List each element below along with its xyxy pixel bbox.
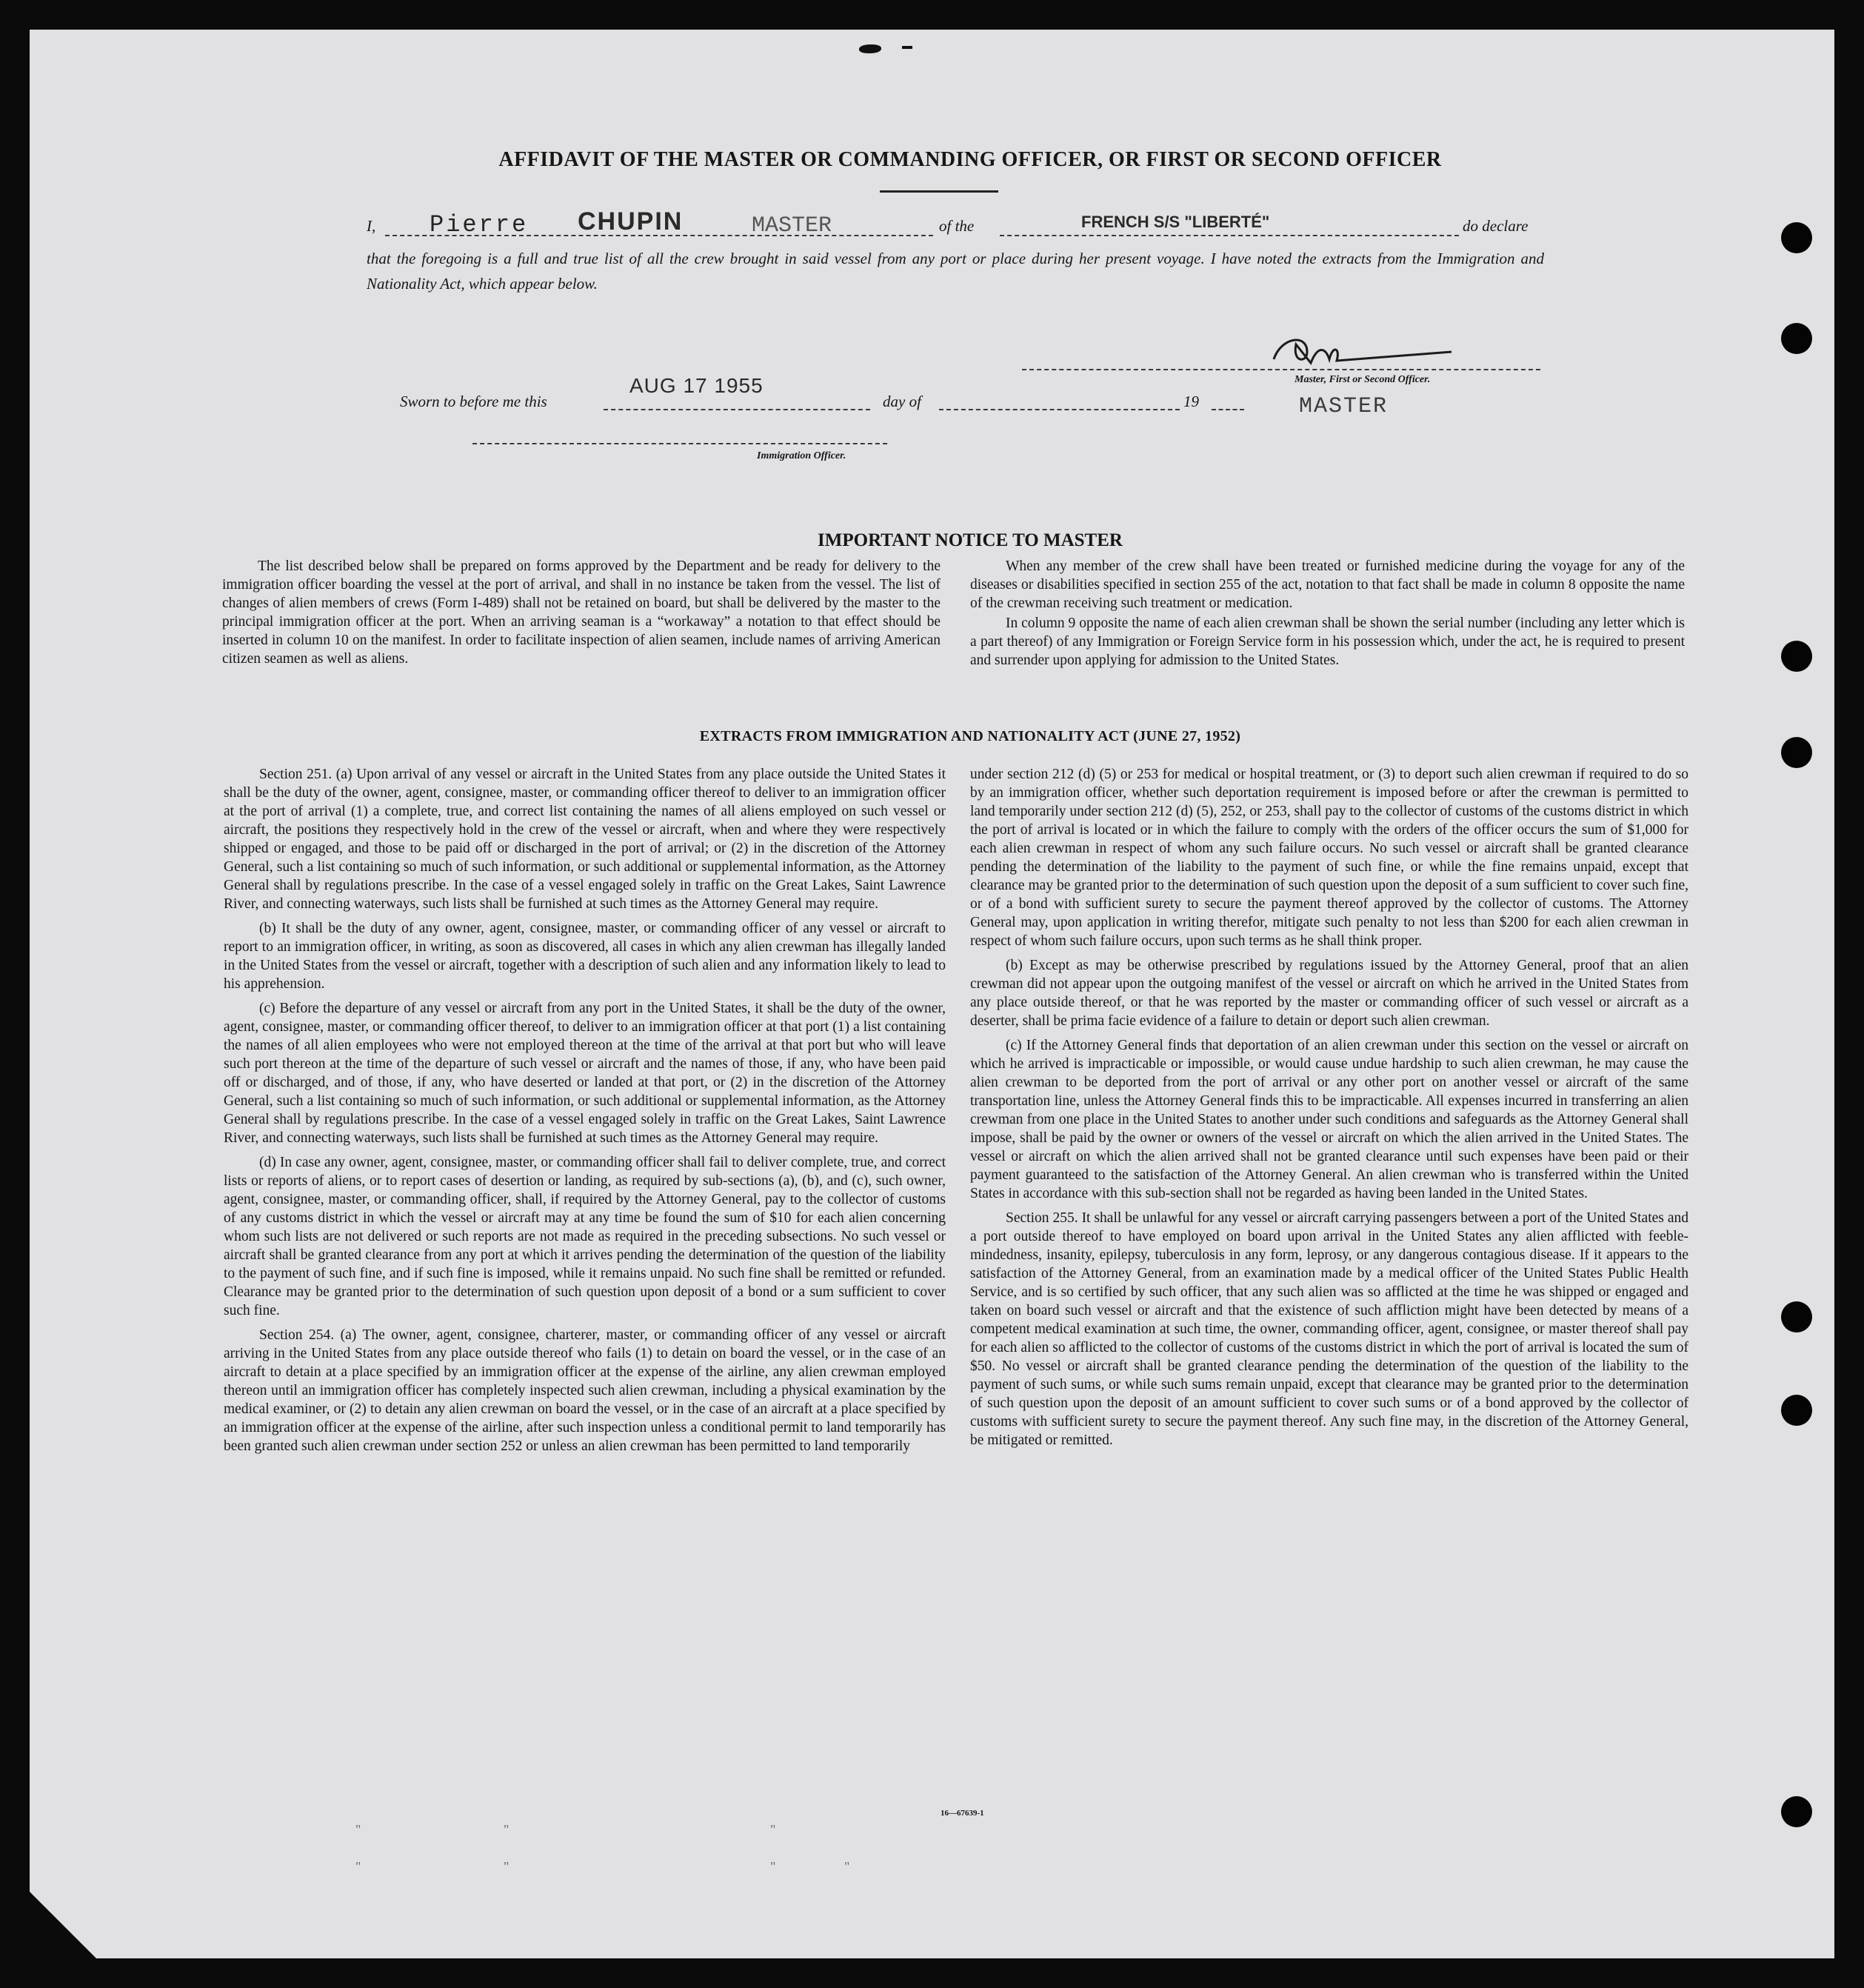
notice-left-column — [222, 557, 941, 674]
extract-paragraph: Section 255. It shall be unlawful for any vessel or aircraft carrying passengers between a port of the United States and a port outside thereof to have employed on board upon arrival in the United States any alien afflicted with feeble-mindedness, insanity, epilepsy, tuberculosis in any form, leprosy, or any dangerous contagious disease. If it appears to the satisfaction of the Attorney General, from an examination made by a medical officer of the United States Public Health Service, and is so certified by such officer, that any such alien was so afflicted at the time he was shipped or engaged and taken on board such vessel or aircraft and that the existence of such affliction might have been detected by means of a competent medical examination at such time, the owner, commanding officer, agent, consignee, or master thereof shall pay for each alien so afflicted to the collector of customs of the customs district in which the port of arrival is located the sum of $50. No vessel or aircraft shall be granted clearance pending the determination of the question of the liability to the payment of such sums, or while such sums remain unpaid, except that clearance may be granted prior to the determination of such question upon the deposit of an amount sufficient to cover such sums or of a bond approved by the collector of customs with sufficient surety to secure the payment thereof. Any such fine may, in the discretion of the Attorney General, be mitigated or remitted. — [970, 1210, 1688, 1448]
bleed-through-mark: " — [355, 1822, 361, 1837]
signature-mark — [1266, 330, 1459, 374]
punch-hole — [1781, 1301, 1812, 1332]
notice-left-paragraph: The list described below shall be prepared on forms approved by the Department and be ready for delivery to the immigration officer boarding the vessel at the port of arrival, and shall in no instance be taken from the vessel. The list of changes of alien members of crews (Form I-489) shall not be retained on board, but shall be delivered by the master to the principal immigration officer at the port. When an arriving seaman is a “workaway” a notation to that effect should be inserted in column 10 on the manifest. In order to facilitate inspection of alien seamen, include names of arriving American citizen seamen as well as aliens. — [222, 558, 941, 667]
month-line — [939, 409, 1180, 410]
punch-hole — [1781, 222, 1812, 253]
notice-right-paragraph-2: In column 9 opposite the name of each alien crewman shall be shown the serial number (including any letter which is a part thereof) of any Immigration or Foreign Service form in his possession which, under the act, he is required to present and surrender upon applying for admission to the United States. — [970, 616, 1685, 668]
officer-signature-line — [472, 443, 887, 444]
extract-paragraph: (d) In case any owner, agent, consignee, master, or commanding officer shall fail to deliver complete, true, and correct lists or reports of aliens, or to report cases of desertion or landing, as required by sub-sections (a), (b), and (c), such owner, agent, consignee, master, or commanding officer, shall, if required by the Attorney General, pay to the collector of customs of any customs district in which the vessel or aircraft may at any time be found the sum of $10 for each alien concerning whom such lists are not delivered or such reports are not made as required in the preceding subsections. No such vessel or aircraft shall be granted clearance from any port at which it arrives pending the determination of the question of the liability to the payment of such fine, and if such fine is imposed, while it remains unpaid. No such fine shall be remitted or refunded. Clearance may be granted prior to the determination of such question upon deposit of a bond or a sum sufficient to cover such fine. — [224, 1155, 946, 1318]
extract-paragraph: (b) It shall be the duty of any owner, agent, consignee, master, or commanding officer of any vessel or aircraft to report to an immigration officer, in writing, as soon as discovered, all cases in which any alien crewman has illegally landed in the United States from the vessel or aircraft, together with a description of such alien and any information likely to lead to his apprehension. — [224, 921, 946, 992]
surname-stamp: CHUPIN — [578, 207, 684, 236]
document-page — [30, 30, 1834, 1958]
signature-line — [1022, 369, 1540, 370]
punch-hole — [1781, 641, 1812, 672]
ink-mark — [902, 46, 912, 49]
punch-hole — [1781, 1395, 1812, 1426]
notice-right-paragraph-1: When any member of the crew shall have been treated or furnished medicine during the voyage for any of the diseases or disabilities specified in section 255 of the act, notation to that fact shall be made in column 8 opposite the name of the crewman receiving such treatment or medication. — [970, 558, 1685, 611]
of-the-label: of the — [939, 217, 975, 235]
do-declare-label: do declare — [1463, 217, 1529, 235]
notice-right-column — [970, 557, 1685, 676]
declaration-text: that the foregoing is a full and true list of all the crew brought in said vessel from any port or place during her present voyage. I have noted the extracts from the Immigration and Nationality Act, which appear below. — [367, 250, 1544, 293]
extracts-right-column — [970, 765, 1688, 1455]
extracts-title: EXTRACTS FROM IMMIGRATION AND NATIONALITY ACT (JUNE 27, 1952) — [699, 728, 1241, 744]
year-prefix: 19 — [1183, 393, 1199, 410]
notice-title: IMPORTANT NOTICE TO MASTER — [818, 530, 1123, 550]
i-label: I, — [367, 217, 376, 235]
bleed-through-mark: " — [770, 1822, 776, 1837]
bleed-through-mark: " — [844, 1859, 850, 1874]
extract-paragraph: (c) If the Attorney General finds that deportation of an alien crewman under this section on the vessel or aircraft on which he arrived is impracticable or impossible, or would cause undue hardship to such alien crewman, he may cause the alien crewman to be deported from the port of arrival or any other port on another vessel or aircraft of the same transportation line, unless the Attorney General finds this to be impracticable. All expenses incurred in transferring an alien crewman from one place in the United States to another under such conditions and safeguards as the Attorney General shall impose, shall be paid by the owner or owners of the vessel or aircraft on which the alien arrived in the United States. The vessel or aircraft on which the alien arrived shall not be granted clearance until such expenses have been paid or their payment guaranteed to the satisfaction of the Attorney General. An alien crewman who is transferred within the United States in accordance with this sub-section shall not be regarded as having been landed in the United States. — [970, 1038, 1688, 1201]
bleed-through-mark: " — [770, 1859, 776, 1874]
ink-smudge — [859, 44, 881, 53]
sworn-date-stamp: AUG 17 1955 — [629, 374, 764, 397]
extract-paragraph: (c) Before the departure of any vessel or aircraft from any port in the United States, it shall be the duty of the owner, agent, consignee, master, or commanding officer thereof, to deliver to an immigration officer at that port (1) a list containing the names of all alien employees who were not employed thereon at the time of the arrival at that port but who will leave such port thereon at the time of the departure of such vessel or aircraft and the names of those, if any, who have been paid off or discharged, and of those, if any, who have deserted or landed at that port, or (2) in the discretion of the Attorney General, such a list containing so much of such information, or such additional or supplemental information, as the Attorney General shall by regulations prescribe. In the case of a vessel engaged solely in traffic on the Great Lakes, Saint Lawrence River, and connecting waterways, such lists shall be furnished at such times as the Attorney General may require. — [224, 1001, 946, 1146]
rank-typed: MASTER — [752, 213, 832, 239]
bleed-through-mark: " — [504, 1859, 510, 1874]
year-line — [1212, 409, 1244, 410]
extract-paragraph: Section 251. (a) Upon arrival of any vessel or aircraft in the United States from any place outside the United States it shall be the duty of the owner, agent, consignee, master, or commanding officer thereof to deliver to an immigration officer at the port of arrival (1) a complete, true, and correct list containing the names of all aliens employed on such vessel or aircraft, the positions they respectively hold in the crew of the vessel or aircraft, when and where they were respectively shipped or engaged, and those to be paid off or discharged in the port of arrival; or (2) in the discretion of the Attorney General, such a list containing so much of such information, or such additional or supplemental information, as the Attorney General shall by regulations prescribe. In the case of a vessel engaged solely in traffic on the Great Lakes, Saint Lawrence River, and connecting waterways, such lists shall be furnished at such times as the Attorney General may require. — [224, 767, 946, 912]
extract-paragraph: under section 212 (d) (5) or 253 for medical or hospital treatment, or (3) to deport such alien crewman if required to do so by an immigration officer, whether such deportation requirement is imposed before or after the crewman is permitted to land temporarily under section 212 (d) (5), 252, or 253, shall pay to the collector of customs of the customs district in which the port of arrival is located or in which the failure to comply with the orders of the officer occurs the sum of $1,000 for each alien crewman in respect of whom any such failure occurs. No such vessel or aircraft shall be granted clearance pending the determination of the liability to the payment of such fine, or while the fine remains unpaid, except that clearance may be granted prior to the determination of such question upon the deposit of a sum sufficient to cover such fine, or of a bond with sufficient surety to secure the payment thereof approved by the collector of customs. The Attorney General may, upon application in writing therefor, mitigate such penalty to not less than $200 for each alien crewman in respect of whom such failure occurs, upon such terms as he shall think proper. — [970, 767, 1688, 949]
affidavit-title: AFFIDAVIT OF THE MASTER OR COMMANDING OFFICER, OR FIRST OR SECOND OFFICER — [498, 148, 1442, 171]
vessel-field-line — [1000, 235, 1459, 236]
name-typed: Pierre — [430, 211, 529, 239]
folded-corner — [30, 1892, 96, 1958]
punch-hole — [1781, 1796, 1812, 1827]
punch-hole — [1781, 737, 1812, 768]
bleed-through-mark: " — [355, 1859, 361, 1874]
bleed-through-mark: " — [504, 1822, 510, 1837]
extract-paragraph: (b) Except as may be otherwise prescribed by regulations issued by the Attorney General, proof that an alien crewman did not appear upon the outgoing manifest of the vessel or aircraft on which he arrived in the United States from any place outside thereof, or that he was reported by the master or commanding officer of such vessel or aircraft as a deserter, shall be prima facie evidence of a failure to detain or deport such alien crewman. — [970, 958, 1688, 1029]
extracts-left-column — [224, 765, 946, 1461]
master-stamp: MASTER — [1299, 394, 1389, 419]
extract-paragraph: Section 254. (a) The owner, agent, consignee, charterer, master, or commanding officer of any vessel or aircraft arriving in the United States from any place outside thereof who fails (1) to detain on board the vessel, or in the case of an aircraft to detain at a place specified by an immigration officer at the expense of the airline, any alien crewman employed thereon until an immigration officer has completely inspected such alien crewman, including a physical examination by the medical examiner, or (2) to detain any alien crewman on board the vessel, or in the case of an aircraft at a place specified by an immigration officer at the expense of the airline, after such inspection unless a conditional permit to land temporarily has been granted such alien crewman under section 252 or unless an alien crewman has been permitted to land temporarily — [224, 1327, 946, 1454]
title-rule — [880, 190, 998, 193]
signature-caption: Master, First or Second Officer. — [1295, 374, 1431, 385]
officer-caption: Immigration Officer. — [757, 450, 846, 461]
vessel-stamp: FRENCH S/S "LIBERTÉ" — [1081, 213, 1270, 231]
day-of-label: day of — [883, 393, 921, 410]
form-code: 16—67639-1 — [941, 1809, 984, 1818]
sworn-label: Sworn to before me this — [400, 393, 547, 410]
sworn-date-line — [604, 409, 870, 410]
punch-hole — [1781, 323, 1812, 354]
